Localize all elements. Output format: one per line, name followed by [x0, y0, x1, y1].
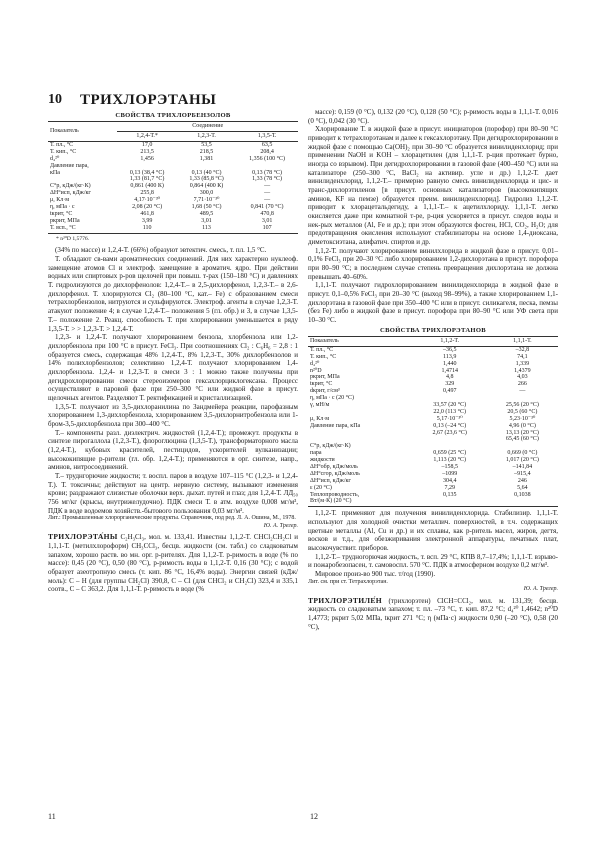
cell-value: 266 — [517, 381, 527, 388]
cell-value: — — [264, 197, 271, 204]
row-label: d₄²⁰ — [50, 155, 60, 162]
row-label: tкрит, °С — [50, 210, 73, 217]
row-label: tкрит, °С — [310, 381, 333, 388]
table2-header-param: Показатель — [308, 336, 413, 346]
entry-title-trichloroethylene: ТРИХЛОРЭТИЛЕ́Н — [308, 595, 382, 605]
row-label: μ, Кл·м — [310, 415, 330, 422]
cell-value: 17,0 — [141, 141, 153, 148]
cell-value: 4,17·10⁻³⁰ — [134, 197, 161, 204]
row-label: Теплопроводность, — [310, 491, 360, 498]
trichlorobenzene-table — [48, 121, 298, 233]
row-label: pкрит, МПа — [310, 374, 340, 381]
cell-value: 0,1038 — [514, 491, 531, 498]
table2-caption: СВОЙСТВА ТРИХЛОРЭТАНОВ — [380, 326, 486, 334]
cell-value — [487, 498, 558, 506]
cell-value: 0,13 (38,4 °С) — [129, 169, 165, 176]
cell-value: 25,56 (20 °С) — [505, 401, 539, 408]
cell-value: 3,99 — [141, 217, 153, 224]
row-label: пара — [310, 450, 322, 457]
cell-value: 7,71·10⁻³⁰ — [193, 197, 220, 204]
cell-value: 33,57 (20 °С) — [433, 401, 467, 408]
paragraph: массе): 0,159 (0 °С), 0,132 (20 °С), 0,128 (50 °С); р-римость воды в 1,1,1-Т. 0,016 (0 °С), 0,042 (30 °С). — [308, 108, 558, 125]
entry-title-trichloroethanes: ТРИХЛОРЭТА́НЫ — [48, 532, 118, 542]
paragraph: Т.– труднгорючие жидкости; т. воспл. паров в воздухе 107–115 °С (1,2,3- и 1,2,4-Т.). Т. токсичны; действуют на центр. нервную систему, вызывают изменения крови; раздражают слизистые оболочки верх. дыхат. путей и глаз; для 1,2,4-Т. ЛД₅₀ 756 мг/кг (крысы, внутрижелудочно). ПДК смеси Т. в атм. воздухе 0,008 мг/м³, ПДК в водe водоемов хозяйств.-бытового пользования 0,03 мг/м³. — [48, 471, 298, 515]
cell-value: — — [264, 190, 271, 197]
table-row — [308, 381, 558, 388]
cell-value: 53,5 — [201, 141, 212, 148]
paragraph: (34% по массе) и 1,2,4-Т. (66%) образуют эвтектич. смесь, т. пл. 1,5 °С. — [55, 246, 267, 255]
cell-value: 63,5 — [261, 141, 273, 148]
row-label — [308, 430, 413, 437]
cell-value: 3,01 — [261, 217, 273, 224]
cell-value: 1,356 (100 °С) — [249, 155, 286, 162]
cell-value: — — [264, 183, 271, 190]
table-row — [308, 368, 558, 375]
cell-value: 3,01 — [201, 217, 212, 224]
cell-value: 329 — [445, 381, 455, 388]
table-row — [308, 464, 558, 471]
cell-value: 5,23·10⁻³⁰ — [509, 415, 536, 422]
cell-value: 304,4 — [442, 477, 457, 484]
cell-value: 113,9 — [443, 353, 457, 360]
row-label: pкрит, МПа — [50, 217, 80, 224]
table-row — [308, 471, 558, 478]
trichloroethanes-entry — [48, 532, 298, 594]
cell-value: 1,339 — [515, 360, 530, 367]
footer-page-number-right: 12 — [310, 812, 318, 821]
row-label: Т. пл., °С — [50, 141, 74, 148]
row-label: Т. кип., °С — [50, 148, 77, 155]
table-row — [308, 402, 558, 409]
cell-value: 7,29 — [444, 484, 455, 491]
table-row — [308, 361, 558, 368]
table-row — [48, 156, 298, 163]
cell-value: 0,841 (70 °С) — [250, 203, 284, 210]
cell-value: 1,33 (85,8 °С) — [189, 176, 224, 183]
cell-value: 1,68 (50 °С) — [191, 203, 222, 210]
table1-header-col2: 1,2,3-Т. — [177, 132, 236, 142]
cell-value: 65,45 (60 °С) — [505, 436, 539, 443]
cell-value: 110 — [117, 225, 176, 233]
cell-value: 107 — [236, 225, 298, 233]
cell-value: 213,5 — [140, 148, 154, 155]
table1-header-col3: 1,3,5-Т. — [236, 132, 298, 142]
cell-value: 5,17·10⁻³⁰ — [436, 415, 463, 422]
right-paragraphs — [308, 108, 558, 325]
cell-value: 0,669 (0 °С) — [507, 450, 538, 457]
cell-value: 0,13 (78 °С) — [252, 169, 283, 176]
table-row — [48, 197, 298, 204]
cell-value: 4,96 (0 °С) — [508, 422, 536, 429]
right-author: Ю. А. Трегер. — [523, 586, 558, 593]
entry-text-trichloroethylene: (трихлорэтен) ClCH=CCl₂, мол. м. 131,39; бесцв. жидкость со сладковатым запахом; т. пл. –73 °С, т. кип. 87,2 °С; d₄²⁰ 1,4642; n²⁰D 1,4773; pкрит 5,02 МПа, tкрит 271 °С; η (мПа·с) жидкости 0,90 (–20 °С), 0,58 (20 °С), — [308, 596, 559, 631]
cell-value — [117, 163, 176, 170]
row-label: Давление пара, — [50, 162, 89, 169]
cell-value: –158,5 — [441, 464, 458, 470]
entry-text-trichloroethanes: C₂H₃Cl₃, мол. м. 133,41. Известны 1,1,2-Т. CHCl₂CH₂Cl и 1,1,1-Т. (метилхлороформ) CH₃CCl₃, бесцв. жидкости (см. табл.) со сладковатым запахом, хорошо раств. во мн. орг. р-рителях. Для 1,1,2-Т. р-римость в воде (% по массе): 0,45 (20 °С), 0,50 (80 °С), р-римость воды в 1,1,2-Т. 0,16 (30 °С); с водой образует азеотропную смесь (т. кип. 86 °С, 16,4% воды). Энергии связей (кДж/моль): С – Н (для группы CH₂Cl) 390,8, С – Cl (для CHCl₂ и CH₂Cl) 323,4 и 335,1 соотв., С – С 363,2. Для 1,1,1-Т. р-римость в воде (% — [48, 533, 299, 594]
cell-value: 1,017 (20 °С) — [505, 457, 539, 464]
row-label: Т. кип., °С — [310, 353, 337, 360]
row-label: Т. пл., °С — [310, 346, 334, 353]
right-column — [308, 108, 558, 631]
table-row — [308, 409, 558, 416]
cell-value: 255,8 — [140, 190, 154, 197]
row-label: кПа — [50, 169, 60, 176]
cell-value: 1,440 — [442, 360, 457, 367]
row-label: ΔH°исп, кДж/кг — [310, 477, 351, 484]
cell-value: 1,456 — [140, 155, 154, 162]
row-label: d₄²⁰ — [310, 360, 320, 367]
cell-value: 489,5 — [199, 210, 214, 217]
table-row — [308, 478, 558, 485]
cell-value: 5,64 — [517, 484, 528, 491]
row-label: C°p, кДж/(кг·К) — [310, 443, 351, 450]
table-row — [308, 395, 558, 402]
cell-value: 218,5 — [199, 148, 214, 155]
cell-value: 0,13 (–24 °С) — [433, 422, 467, 429]
table-row — [48, 141, 298, 148]
table1-footnote: * n²⁰D 1,5776. — [56, 235, 90, 242]
row-label: η, мПа · с (20 °С) — [310, 395, 354, 402]
cell-value: –141,84 — [512, 464, 533, 470]
cell-value: 20,5 (60 °С) — [507, 408, 538, 415]
left-literature: Лит.: Промышленные хлорорганические продукты. Справочник, под ред. Л. А. Ошина, М., 1978. — [48, 515, 296, 522]
row-label: dкрит, г/см³ — [310, 388, 340, 395]
cell-value: — — [519, 388, 526, 395]
table-row — [308, 423, 558, 430]
cell-value: 0,497 — [442, 388, 457, 395]
table-row — [48, 204, 298, 211]
table1-body — [48, 141, 298, 233]
table-row — [308, 457, 558, 464]
table2-body — [308, 346, 558, 506]
paragraph: Мировое произ-во 900 тыс. т/год (1990). — [315, 570, 436, 579]
table-row — [48, 149, 298, 156]
cell-value: 0,13 (40 °С) — [191, 169, 222, 176]
cell-value: 113 — [177, 225, 236, 233]
cell-value: 1,4379 — [514, 367, 531, 374]
cell-value: 4,03 — [517, 374, 528, 381]
cell-value: –32,8 — [515, 346, 530, 353]
cell-value: 1,4714 — [441, 367, 458, 374]
paragraph: 1,1,2-Т. применяют для получения винилиденхлорида. Стабилизир. 1,1,1-Т. используют для холодной очистки металлич. поверхностей, в т.ч. содержащих цветные металлы (Al, Cu и др.) и их сплавы, как р-ритель масел, жиров, дегтя, восков и т.д., для обезжиривания электронной аппаратуры, печатных плат, высокочувствит. приборов. — [308, 509, 558, 553]
row-label: жидкости — [310, 457, 335, 464]
cell-value: –1099 — [442, 470, 458, 477]
table-row — [308, 498, 558, 506]
cell-value — [413, 436, 487, 443]
cell-value: –915,4 — [514, 470, 531, 477]
cell-value: 470,8 — [260, 210, 274, 217]
table1-header-param: Показатель — [48, 122, 117, 142]
cell-value: 1,381 — [199, 155, 214, 162]
right-literature: Лит. см. при ст. Тетрахлорэтан. — [308, 578, 388, 585]
table-row — [48, 163, 298, 170]
cell-value: 246 — [517, 477, 527, 484]
paragraph: Т.– компоненты разл. диэлектрич. жидкостей (1,2,4-Т.); промежут. продукты в синтезе пирогаллола (1,2,3-Т.), флороглюцина (1,3,5-Т.), трансформаторного масла (1,2,4-Т.), кубовых красителей, пестицидов, ускорителей вулканизации; высококипящие р-рители (гл. обр. 1,2,4-Т.); применяются в орг. синтезе, напр., аминов, нитросоединений. — [48, 428, 298, 472]
header-page-number: 10 — [48, 92, 62, 107]
cell-value: 2,67 (23,6 °С) — [432, 429, 467, 436]
table2-header-col2: 1,1,1-Т. — [487, 336, 558, 346]
table-row — [308, 346, 558, 353]
cell-value: 2,08 (20 °С) — [132, 203, 163, 210]
left-paragraphs — [48, 246, 298, 515]
cell-value: 74,1 — [517, 353, 528, 360]
cell-value: 1,33 (81,7 °С) — [129, 176, 165, 183]
cell-value: 1,33 (78 °С) — [252, 176, 283, 183]
cell-value — [177, 163, 236, 170]
paragraph: 1,1,2-Т. получают хлорированием винилхлорида в жидкой фазе в присут. 0,01–0,1% FeCl₃ при 20–30 °С либо хлорированием 1,2-дихлорэтана в присут. порофора при 80–90 °С; в последнем случае степень превращения дихлорэтана не должна превышать 40–60%. — [308, 246, 558, 281]
row-label: C°p, кДж/(кг·К) — [50, 183, 91, 190]
cell-value — [413, 395, 487, 402]
header-title: ТРИХЛОРЭТАНЫ — [80, 92, 217, 108]
table1-header-group: Соединение — [117, 122, 298, 132]
paragraph: Хлорирование Т. в жидкой фазе в присут. инициаторов (порофор) при 80–90 °С приводит к тетрахлорэтанам и далее к гексахлорэтану. При дегидрохлорировании в жидкой фазе с помощью Ca(OH)₂ при 30–90 °С образуется винилиденхлорид; при применении NaOH и KOH – хлорацетилен (для 1,1,1-Т. р-ция протекает бурно, иногда со взрывом). При дегидрохлорировании в газовой фазе (400–450 °С) или на катализаторе (250–300 °С, BaCl₂ на активир. угле и др.) 1,1,2-Т. дает винилиденхлорид, 1,1,2-Т.– примерно равную смесь винилиденхлорида и цис- и транс-дихлорэтиленов [в присут. основных катализаторов (высококипящих аминов, КF на пемзе) образуется преим. винилиденхлорид]. Гидролиз 1,1,2-Т. приводит к хлорацетальдегиду, а 1,1,1-Т.– к ацетилхлориду. 1,1,1-Т. легко окисляется даже при комнатной т-ре, р-ция ускоряется в присут. следов воды и нек-рых металлов (Al, Fe и др.); при этом образуются фосген, HCl, CO₂, H₂O; для предотвращения окисления используют стабилизаторы на основе 1,4-диоксана, диметоксиэтана, алифатич. спиртов и др. — [308, 125, 558, 247]
left-author: Ю. А. Трегер. — [263, 522, 298, 529]
row-label: n²⁰D — [310, 367, 322, 374]
table-row — [48, 211, 298, 218]
cell-value: 4,8 — [445, 374, 454, 381]
footer-page-number-left: 11 — [48, 812, 56, 821]
cell-value: 300,0 — [199, 190, 214, 197]
row-label: ΔH°сгор, кДж/моль — [310, 470, 360, 477]
cell-value: 22,0 (113 °С) — [433, 408, 467, 415]
cell-value — [487, 395, 558, 402]
cell-value: 0,135 — [442, 491, 457, 498]
cell-value: 13,13 (20 °С) — [505, 429, 539, 436]
row-label: Давление пара, кПа — [310, 422, 361, 429]
row-label: ΔH°обр, кДж/моль — [310, 464, 358, 470]
trichloroethylene-entry — [308, 596, 558, 632]
cell-value: 1,113 (20 °С) — [433, 457, 467, 464]
row-label: η, мПа · с — [50, 203, 75, 210]
cell-value: 0,861 (400 К) — [130, 183, 164, 190]
paragraph: 1,2,3- и 1,2,4-Т. получают хлорированием бензола, хлорбензола или 1,2-дихлорбензола при 100 °С в присут. FeCl₃. При соотношениях Cl₂ : C₆H₆ = 2,8 : 1 образуется смесь, содержащая 48% 1,2,4-Т., 8% 1,2,3-Т., 30% дихлорбензолов и 14% полихлорбензолов; селективно 1,2,4-Т. получают хлорированием 1,4-дихлорбензола. 1,2,4- и 1,2,3-Т. в смеси 3 : 1 можно также получены при дегидрохлорировании смеси стереоизомеров гексахлорциклогексана. Процесс осуществляют в паровой фазе при 250–300 °С или жидкой фазе в присут. щелочных агентов. Разделяют Т. ректификацией и кристаллизацией. — [48, 333, 298, 402]
table-row — [308, 354, 558, 361]
cell-value: –36,5 — [442, 346, 457, 353]
paragraph: 1,1,1-Т. получают гидрохлорированием винилиденхлорида в жидкой фазе в присут. 0,1–0,5% FeCl₃ при 20–30 °С (выход 98–99%), а также хлорированием 1,1-дихлорэтана в газовой фазе при 350–400 °С или в присут. силикагеля, песка, пемзы (без Fe) либо в жидкой фазе в присут. порофора при 80–90 °С или УФ света при 10–30 °С. — [308, 281, 558, 325]
row-label: γ, мН/м — [310, 401, 330, 408]
table-row — [308, 374, 558, 381]
row-label: ε (20 °С) — [310, 484, 332, 491]
table-row — [48, 190, 298, 197]
table2-header-col1: 1,1,2-Т. — [413, 336, 487, 346]
left-column — [48, 112, 298, 594]
cell-value: 0,659 (25 °С) — [433, 450, 467, 457]
row-label: Т. всп., °С — [48, 225, 117, 233]
paragraph: Т. обладают св-вами ароматических соединений. Для них характерно нуклеоф. замещение атомов Cl и электроф. замещение в ароматич. ядро. При действии водных или спиртовых р-ров щелочей при повыш. т-рах (150–180 °С) и давлениях Т. гидролизуются до дихлорфенолов: 1,2,4-Т.– в 2,5-дихлорфенол, 1,2,3-Т.– в 2,6-дихлорфенол. Т. хлорируются Cl₂ (80–100 °С, кат.– Fe) с образованием смеси тетрахлорбензолов, нитруются и сульфируются. Электроф. агенты в случае 1,2,3-Т. атакуют положение 4; в случае 1,2,4-Т.– положения 5 (гл. обр.) и 3, в случае 1,3,5-Т.– положение 2. Реакц. способность Т. при хлорировании уменьшается в ряду 1,3,5-Т. > > 1,2,3-Т. > 1,2,4-Т. — [48, 255, 298, 333]
table1-header-col1: 1,2,4-Т.* — [117, 132, 176, 142]
row-label — [308, 409, 413, 416]
trichloroethane-table — [308, 336, 558, 507]
table-row — [48, 225, 298, 233]
table-row — [308, 416, 558, 423]
row-label: Вт/(м·К) (20 °С) — [308, 498, 413, 506]
table-row — [48, 218, 298, 225]
cell-value: 208,4 — [260, 148, 274, 155]
cell-value: 461,8 — [140, 210, 154, 217]
row-label: μ, Кл·м — [50, 197, 70, 204]
table-row — [308, 485, 558, 492]
cell-value — [413, 498, 487, 506]
cell-value — [236, 163, 298, 170]
paragraph: 1,1,2-Т.– трудногорючая жидкость, т. всп. 29 °С, КПВ 8,7–17,4%; 1,1,1-Т. взрыво- и пожаробезопасен, т. самовоспл. 570 °С. ПДК в атмосферном воздухе 0,2 мг/м³. — [308, 552, 558, 570]
right-paragraphs-2 — [308, 509, 558, 578]
table1-caption: СВОЙСТВА ТРИХЛОРБЕНЗОЛОВ — [115, 112, 231, 119]
row-label: ΔH°исп, кДж/кг — [50, 190, 91, 197]
running-header — [48, 92, 298, 110]
paragraph: 1,3,5-Т. получают из 3,5-дихлоранилина по Зандмейера реакции, парофазным хлорированием 1,3-дихлорбензола, хлорированием 3,5-дихлорнитробензола или 1-бром-3,5-дихлорбензола при 300–400 °С. — [48, 402, 298, 428]
cell-value: 0,864 (400 К) — [189, 183, 224, 190]
